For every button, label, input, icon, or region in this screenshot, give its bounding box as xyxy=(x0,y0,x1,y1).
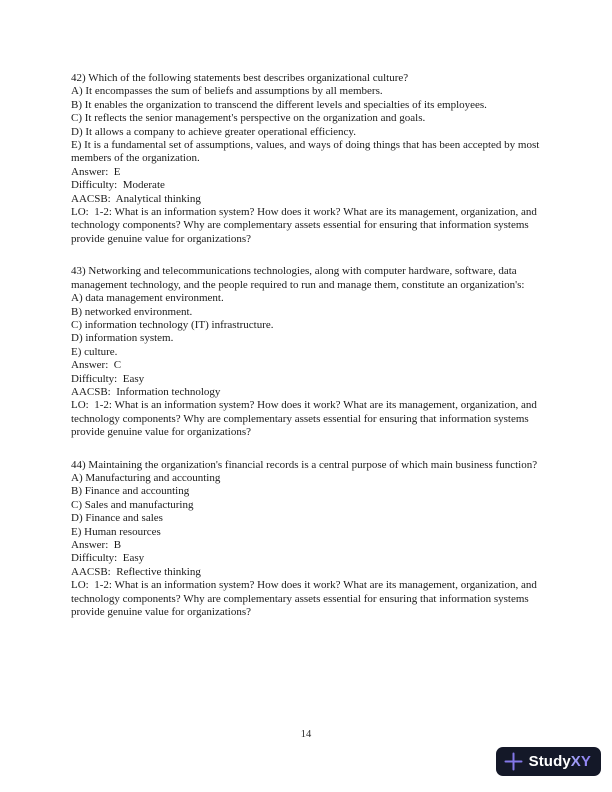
studyxy-logo xyxy=(496,747,601,776)
question-option-d: D) It allows a company to achieve greater operational efficiency. xyxy=(71,125,356,138)
question-option-c: C) information technology (IT) infrastructure. xyxy=(71,318,274,331)
question-option-a: A) data management environment. xyxy=(71,292,224,305)
question-block-43 xyxy=(71,265,547,439)
learning-objective-line: LO: 1-2: What is an information system? How does it work? What are its management, organization, and technology components? Why are complementary assets essential for ensuring that information systems provide genuine value for organizations? xyxy=(71,206,540,245)
learning-objective-line: LO: 1-2: What is an information system? How does it work? What are its management, organization, and technology components? Why are complementary assets essential for ensuring that information systems provide genuine value for organizations? xyxy=(71,399,540,439)
question-heading: 44) Maintaining the organization's financial records is a central purpose of which main business function? xyxy=(71,458,538,471)
learning-objective-line: LO: 1-2: What is an information system? How does it work? What are its management, organization, and technology components? Why are complementary assets essential for ensuring that information systems provide genuine value for organizations? xyxy=(71,579,540,619)
question-option-e: E) It is a fundamental set of assumptions, values, and ways of doing things that has been accepted by most members of the organization. xyxy=(71,139,543,165)
logo-text-xy: XY xyxy=(570,753,591,770)
question-option-e: E) Human resources xyxy=(71,525,161,538)
difficulty-line: Difficulty: Easy xyxy=(71,372,145,385)
question-option-e: E) culture. xyxy=(71,345,118,358)
logo-text-study: Study xyxy=(528,753,571,770)
page-number: 14 xyxy=(300,729,312,740)
difficulty-line: Difficulty: Easy xyxy=(71,552,145,565)
answer-line: Answer: C xyxy=(71,359,122,372)
question-option-c: C) It reflects the senior management's perspective on the organization and goals. xyxy=(71,112,426,125)
question-block-44 xyxy=(71,459,547,620)
difficulty-line: Difficulty: Moderate xyxy=(71,179,165,192)
question-heading: 42) Which of the following statements best describes organizational culture? xyxy=(71,72,409,84)
question-option-c: C) Sales and manufacturing xyxy=(71,498,194,511)
aacsb-line: AACSB: Analytical thinking xyxy=(71,192,201,205)
answer-line: Answer: B xyxy=(71,539,122,551)
question-heading: 43) Networking and telecommunications technologies, along with computer hardware, software, data management technology, and the people required to run and manage them, constitute an organization's: xyxy=(71,265,525,291)
logo-wordmark xyxy=(529,753,591,770)
answer-line: Answer: E xyxy=(71,165,121,178)
aacsb-line: AACSB: Information technology xyxy=(71,385,221,398)
question-option-b: B) networked environment. xyxy=(71,305,193,318)
question-option-b: B) Finance and accounting xyxy=(71,485,190,498)
question-list xyxy=(71,72,547,619)
question-option-d: D) information system. xyxy=(71,332,174,345)
question-option-a: A) It encompasses the sum of beliefs and assumptions by all members. xyxy=(71,85,383,98)
aacsb-line: AACSB: Reflective thinking xyxy=(71,565,201,578)
question-option-d: D) Finance and sales xyxy=(71,512,163,525)
question-option-b: B) It enables the organization to transcend the different levels and specialties of its employees. xyxy=(71,98,487,111)
question-option-a: A) Manufacturing and accounting xyxy=(71,471,221,484)
question-block-42 xyxy=(71,72,547,246)
plus-icon xyxy=(504,752,523,771)
